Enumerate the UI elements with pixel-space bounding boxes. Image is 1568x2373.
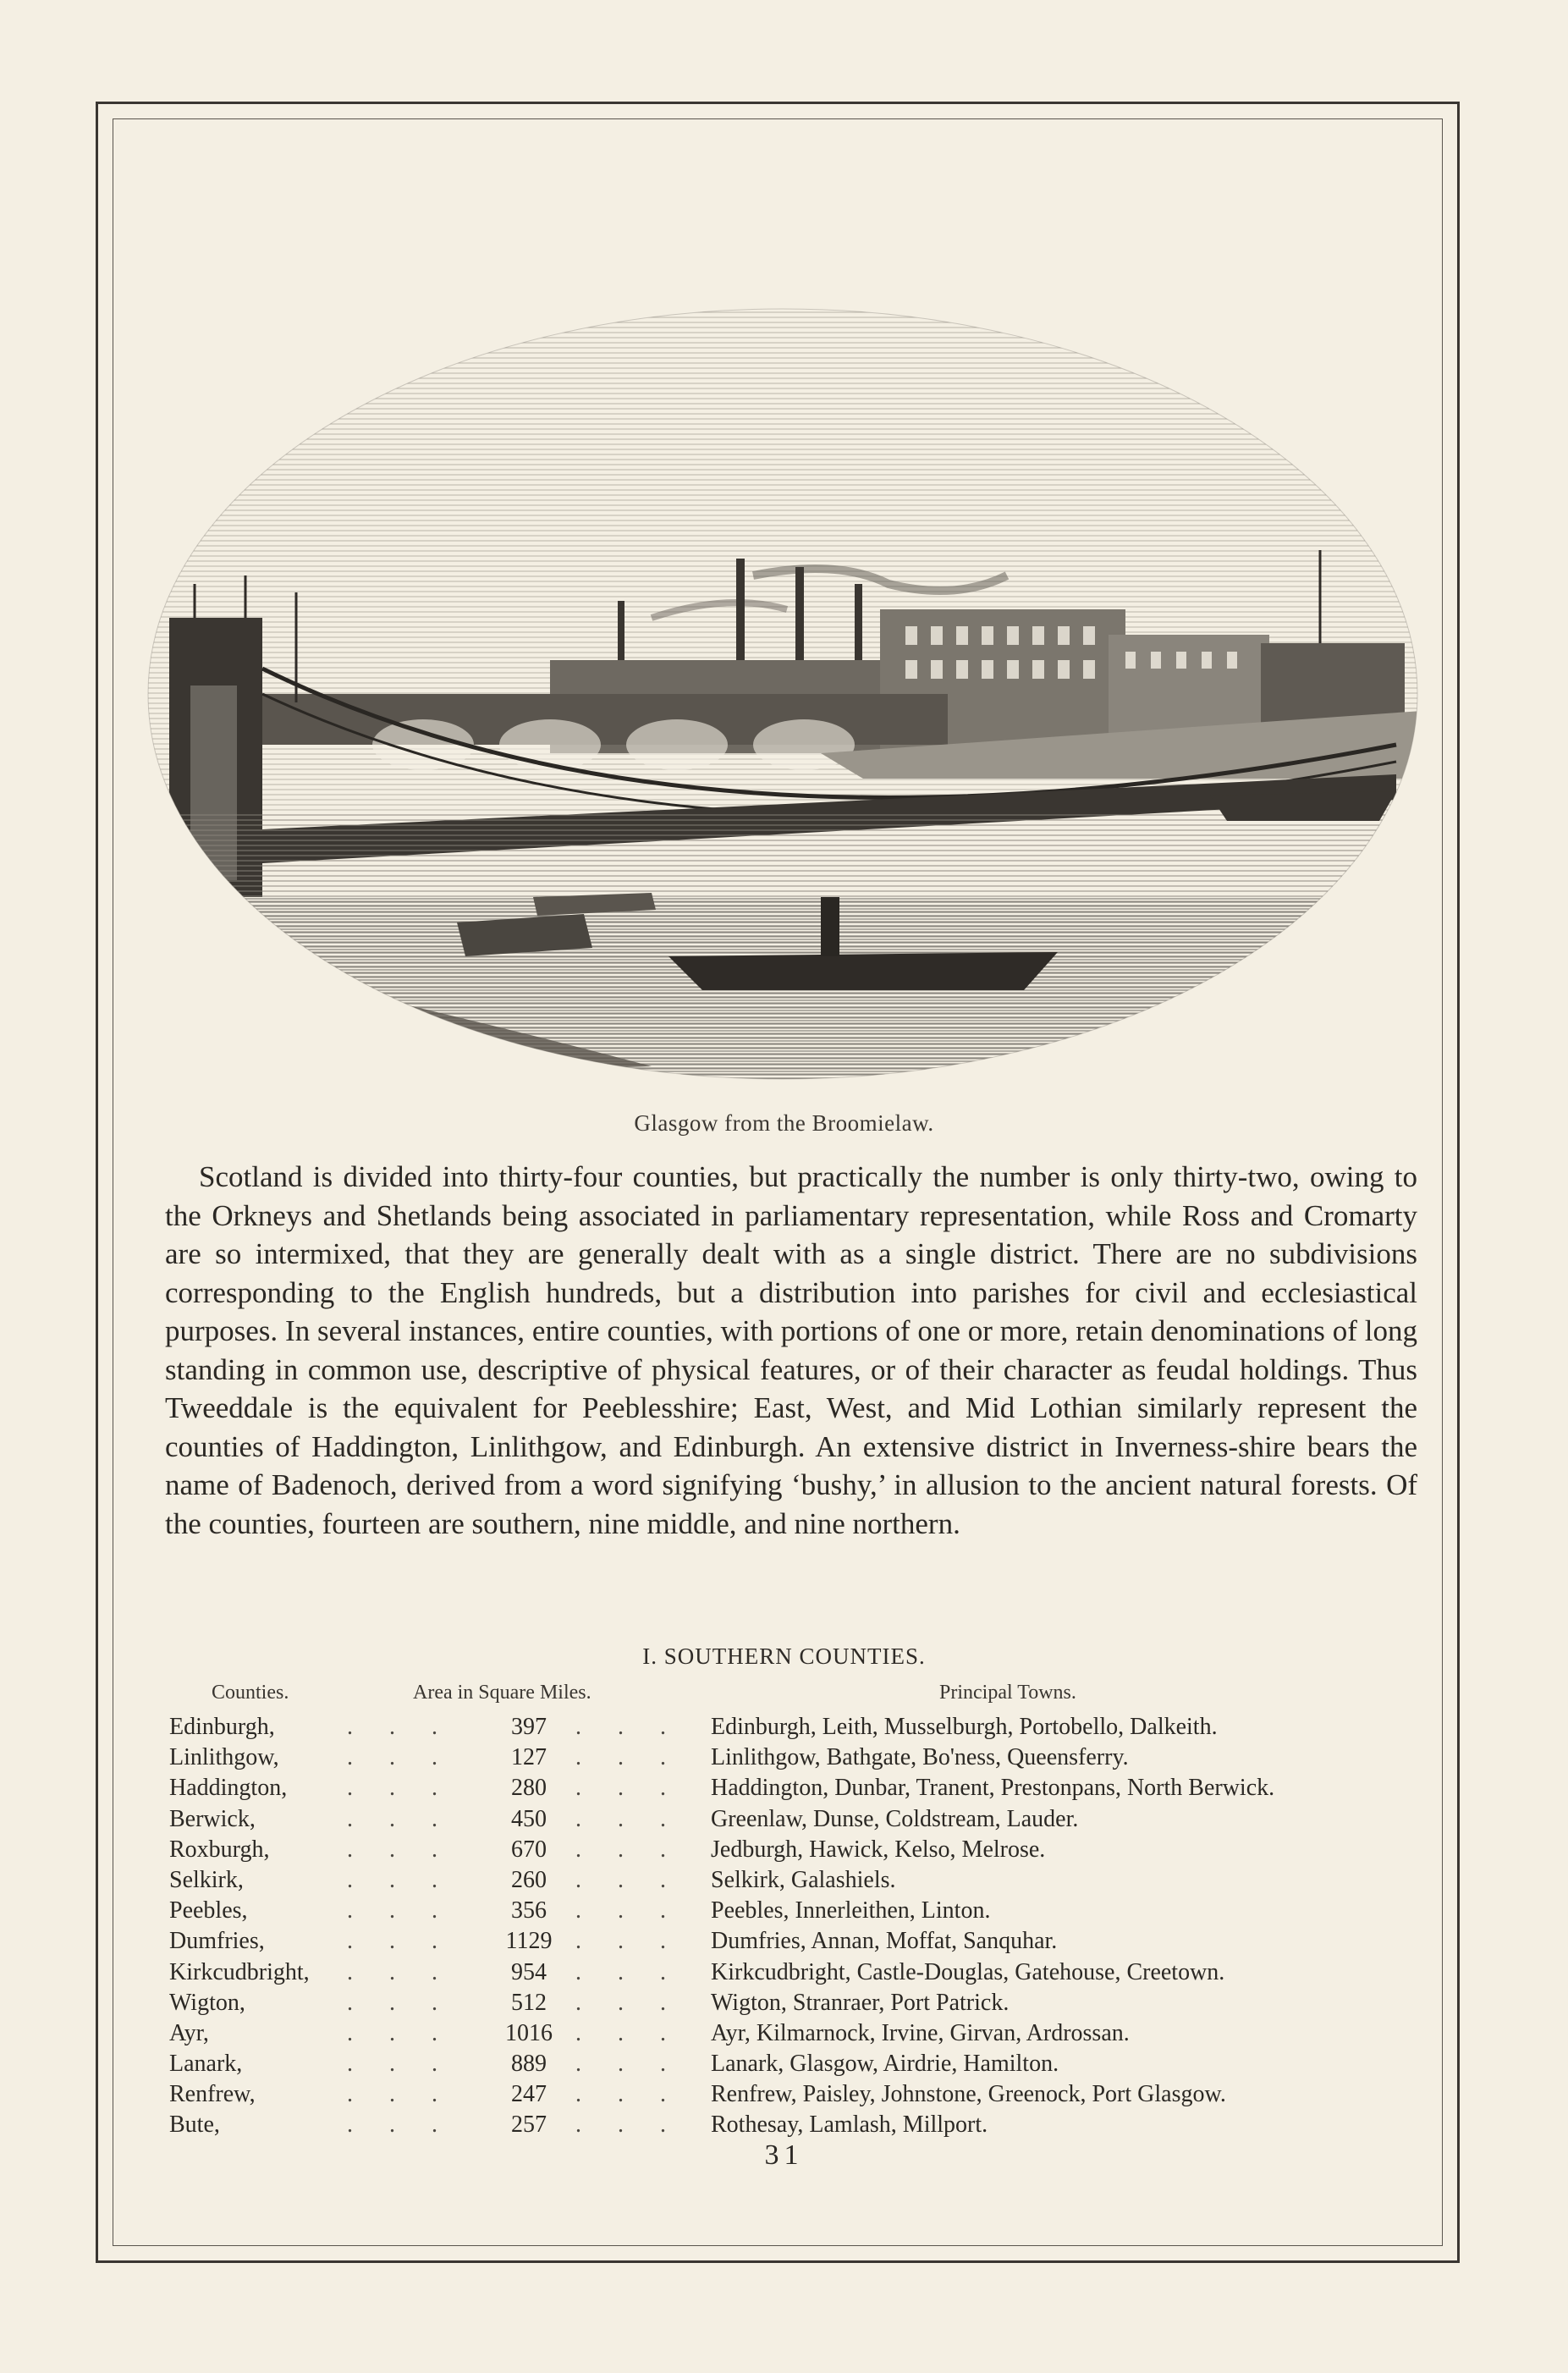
county-name: Ayr, xyxy=(169,2019,209,2046)
principal-towns: Peebles, Innerleithen, Linton. xyxy=(711,1897,991,1924)
table-row xyxy=(169,1865,1422,1896)
leader-dots: . . . xyxy=(347,1775,453,1802)
table-row xyxy=(169,1804,1422,1835)
leader-dots: . . . xyxy=(347,1928,453,1955)
leader-dots: . . . xyxy=(347,1897,453,1924)
leader-dots: . . . xyxy=(347,2019,453,2046)
area-value: 247 xyxy=(511,2081,547,2108)
county-name: Berwick, xyxy=(169,1805,256,1832)
county-name: Linlithgow, xyxy=(169,1744,279,1771)
principal-towns: Selkirk, Galashiels. xyxy=(711,1866,896,1893)
area-value: 257 xyxy=(511,2111,547,2139)
leader-dots: . . . xyxy=(347,1836,453,1863)
table-row xyxy=(169,2079,1422,2110)
leader-dots: . . . xyxy=(347,1866,453,1893)
body-paragraph: Scotland is divided into thirty-four counties, but practically the number is only thirty-two, owing to the Orkneys and Shetlands being associated in parliamentary representation, while Ross and Cromarty are so intermixed, that they are generally dealt with as a single district. There are no subdivisions corresponding to the English hundreds, but a distribution into parishes for civil and ecclesiastical purposes. In several instances, entire counties, with portions of one or more, retain denominations of long standing in common use, descriptive of physical features, or of their character as feudal holdings. Thus Tweeddale is the equivalent for Peeblesshire; East, West, and Mid Lothian similarly represent the counties of Haddington, Linlithgow, and Edinburgh. An extensive district in Inverness-shire bears the name of Badenoch, derived from a word signifying ‘bushy,’ in allusion to the ancient natural forests. Of the counties, fourteen are southern, nine middle, and nine northern. xyxy=(165,1160,1417,1540)
county-name: Lanark, xyxy=(169,2051,243,2078)
principal-towns: Jedburgh, Hawick, Kelso, Melrose. xyxy=(711,1836,1046,1863)
principal-towns: Ayr, Kilmarnock, Irvine, Girvan, Ardrossan. xyxy=(711,2019,1130,2046)
principal-towns: Renfrew, Paisley, Johnstone, Greenock, Port Glasgow. xyxy=(711,2081,1226,2108)
table-row xyxy=(169,1773,1422,1803)
principal-towns: Edinburgh, Leith, Musselburgh, Portobello, Dalkeith. xyxy=(711,1714,1218,1740)
county-name: Dumfries, xyxy=(169,1928,265,1955)
table-row xyxy=(169,1835,1422,1865)
leader-dots: . . . xyxy=(347,1805,453,1832)
principal-towns: Lanark, Glasgow, Airdrie, Hamilton. xyxy=(711,2051,1059,2078)
area-value: 450 xyxy=(511,1805,547,1832)
principal-towns: Kirkcudbright, Castle-Douglas, Gatehouse, Creetown. xyxy=(711,1958,1225,1985)
engraving-glasgow-broomielaw xyxy=(144,305,1422,1083)
header-area: Area in Square Miles. xyxy=(413,1682,591,1704)
section-title: I. SOUTHERN COUNTIES. xyxy=(642,1643,926,1669)
page-number: 31 xyxy=(764,2139,804,2171)
leader-dots: . . . xyxy=(575,2081,681,2108)
principal-towns: Dumfries, Annan, Moffat, Sanquhar. xyxy=(711,1928,1058,1955)
header-counties: Counties. xyxy=(212,1682,289,1704)
leader-dots: . . . xyxy=(575,2019,681,2046)
county-name: Kirkcudbright, xyxy=(169,1958,310,1985)
area-value: 670 xyxy=(511,1836,547,1863)
leader-dots: . . . xyxy=(575,1836,681,1863)
leader-dots: . . . xyxy=(575,1866,681,1893)
county-name: Bute, xyxy=(169,2111,220,2139)
leader-dots: . . . xyxy=(575,1897,681,1924)
area-value: 954 xyxy=(511,1958,547,1985)
principal-towns: Linlithgow, Bathgate, Bo'ness, Queensferry. xyxy=(711,1744,1129,1771)
area-value: 1129 xyxy=(505,1928,553,1955)
leader-dots: . . . xyxy=(575,2051,681,2078)
leader-dots: . . . xyxy=(575,1714,681,1740)
leader-dots: . . . xyxy=(347,2051,453,2078)
county-name: Wigton, xyxy=(169,1989,245,2016)
table-header xyxy=(169,1682,1422,1712)
table-row xyxy=(169,1896,1422,1926)
table-row xyxy=(169,2018,1422,2049)
table-body xyxy=(169,1712,1422,2141)
header-towns: Principal Towns. xyxy=(939,1682,1076,1704)
leader-dots: . . . xyxy=(347,2081,453,2108)
area-value: 356 xyxy=(511,1897,547,1924)
table-row xyxy=(169,2110,1422,2140)
table-row xyxy=(169,1712,1422,1743)
leader-dots: . . . xyxy=(347,1714,453,1740)
leader-dots: . . . xyxy=(575,1928,681,1955)
area-value: 260 xyxy=(511,1866,547,1893)
area-value: 1016 xyxy=(505,2019,553,2046)
principal-towns: Greenlaw, Dunse, Coldstream, Lauder. xyxy=(711,1805,1079,1832)
area-value: 280 xyxy=(511,1775,547,1802)
leader-dots: . . . xyxy=(347,2111,453,2139)
area-value: 127 xyxy=(511,1744,547,1771)
county-name: Selkirk, xyxy=(169,1866,244,1893)
area-value: 397 xyxy=(511,1714,547,1740)
leader-dots: . . . xyxy=(575,1989,681,2016)
leader-dots: . . . xyxy=(575,1958,681,1985)
table-row xyxy=(169,1926,1422,1957)
county-name: Edinburgh, xyxy=(169,1714,275,1740)
county-name: Peebles, xyxy=(169,1897,248,1924)
area-value: 889 xyxy=(511,2051,547,2078)
county-name: Haddington, xyxy=(169,1775,288,1802)
leader-dots: . . . xyxy=(347,1958,453,1985)
county-name: Renfrew, xyxy=(169,2081,256,2108)
county-name: Roxburgh, xyxy=(169,1836,270,1863)
illustration-caption: Glasgow from the Broomielaw. xyxy=(634,1110,934,1136)
principal-towns: Rothesay, Lamlash, Millport. xyxy=(711,2111,988,2139)
area-value: 512 xyxy=(511,1989,547,2016)
table-row xyxy=(169,2049,1422,2079)
leader-dots: . . . xyxy=(575,1775,681,1802)
counties-table xyxy=(169,1682,1422,2141)
leader-dots: . . . xyxy=(575,1744,681,1771)
table-row xyxy=(169,1957,1422,1988)
table-row xyxy=(169,1743,1422,1773)
leader-dots: . . . xyxy=(347,1744,453,1771)
leader-dots: . . . xyxy=(347,1989,453,2016)
leader-dots: . . . xyxy=(575,2111,681,2139)
principal-towns: Haddington, Dunbar, Tranent, Prestonpans, North Berwick. xyxy=(711,1775,1275,1802)
principal-towns: Wigton, Stranraer, Port Patrick. xyxy=(711,1989,1010,2016)
table-row xyxy=(169,1988,1422,2018)
leader-dots: . . . xyxy=(575,1805,681,1832)
